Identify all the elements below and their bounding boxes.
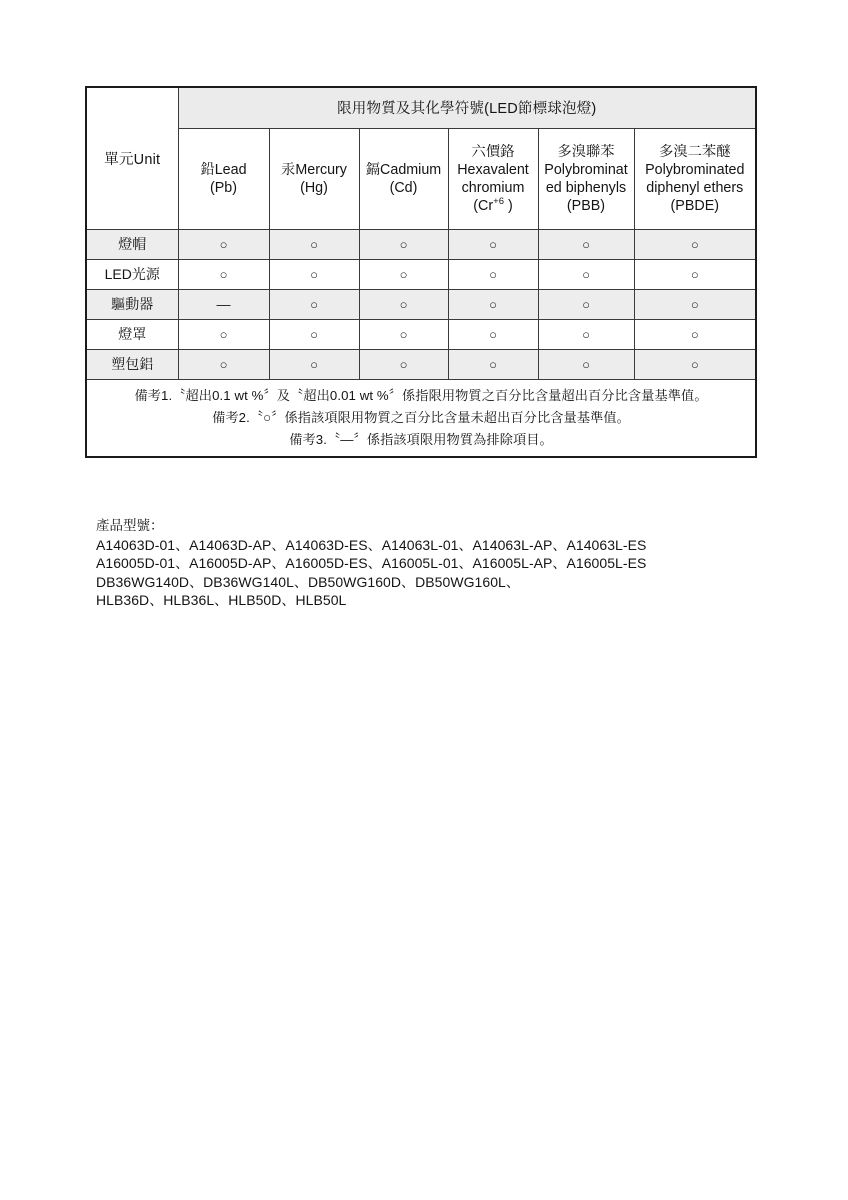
substance-symbol-pbde: (PBDE) — [670, 197, 720, 214]
status-mark: ○ — [399, 297, 408, 312]
substance-name-en2-chromium: chromium — [461, 179, 525, 196]
status-mark: ○ — [582, 267, 590, 282]
status-mark: ○ — [690, 357, 699, 372]
cell-value — [269, 289, 359, 319]
row-label-unit: 燈罩 — [86, 319, 178, 349]
status-mark: ○ — [219, 357, 228, 372]
status-mark: ○ — [310, 267, 318, 282]
cell-value — [178, 229, 269, 259]
table-notes-row — [86, 379, 756, 457]
status-mark: ○ — [690, 327, 699, 342]
product-model-line: DB36WG140D、DB36WG140L、DB50WG160D、DB50WG160L、 — [96, 573, 520, 590]
substance-symbol-lead: (Pb) — [209, 179, 237, 196]
status-mark: ○ — [219, 267, 228, 282]
substance-symbol-chromium — [449, 197, 538, 215]
substance-symbol-mercury: (Hg) — [300, 179, 328, 196]
substance-name-zh-cadmium: 鎘Cadmium — [365, 161, 442, 178]
column-header-cadmium — [359, 128, 448, 229]
row-label-unit: LED光源 — [86, 259, 178, 289]
status-mark: ○ — [582, 357, 590, 372]
substance-name-zh-pbde: 多溴二苯醚 — [659, 143, 731, 160]
note-line-3: 備考3.〝—〞係指該項限用物質為排除項目。 — [289, 431, 553, 447]
cell-value — [269, 259, 359, 289]
cell-value — [448, 259, 538, 289]
product-model-title: 產品型號： — [96, 518, 164, 533]
substance-name-en1-pbb: Polybrominat — [544, 161, 628, 178]
cell-value — [634, 349, 756, 379]
cell-value — [448, 319, 538, 349]
status-mark: ○ — [310, 297, 318, 312]
rohs-table-container — [85, 86, 755, 458]
cell-value — [359, 229, 448, 259]
status-mark: ○ — [399, 357, 408, 372]
substance-name-zh-pbb: 多溴聯苯 — [557, 143, 615, 160]
cell-value — [359, 259, 448, 289]
row-label-unit: 塑包鋁 — [86, 349, 178, 379]
cell-value — [178, 319, 269, 349]
cell-value — [634, 229, 756, 259]
status-mark: ○ — [399, 237, 408, 252]
row-label-unit: 燈帽 — [86, 229, 178, 259]
product-model-line: A14063D-01、A14063D-AP、A14063D-ES、A14063L-01、A14063L-AP、A14063L-ES — [96, 536, 647, 553]
substance-name-en1-chromium: Hexavalent — [457, 161, 529, 178]
status-mark: ○ — [489, 237, 497, 252]
status-mark: ○ — [310, 327, 318, 342]
status-mark: ○ — [219, 327, 228, 342]
product-model-line: A16005D-01、A16005D-AP、A16005D-ES、A16005L-01、A16005L-AP、A16005L-ES — [96, 555, 647, 571]
status-mark: ○ — [489, 327, 497, 342]
status-mark: ○ — [489, 297, 497, 312]
status-mark: ○ — [489, 357, 497, 372]
note-line-1: 備考1.〝超出0.1 wt %〞及〝超出0.01 wt %〞係指限用物質之百分比含量超出百分比含量基準值。 — [134, 387, 708, 403]
cell-value — [538, 259, 634, 289]
chromium-symbol-suffix: ) — [503, 197, 513, 214]
column-header-lead — [178, 128, 269, 229]
status-mark: ○ — [690, 267, 699, 282]
status-mark: ○ — [219, 237, 228, 252]
cell-value — [634, 289, 756, 319]
status-mark: — — [216, 296, 231, 312]
chromium-symbol-prefix: (Cr — [473, 197, 494, 214]
column-header-pbb — [538, 128, 634, 229]
cell-value — [634, 259, 756, 289]
rohs-substances-table — [85, 86, 757, 458]
table-notes-cell — [86, 379, 756, 457]
cell-value — [538, 319, 634, 349]
column-header-mercury — [269, 128, 359, 229]
table-row — [86, 319, 756, 349]
status-mark: ○ — [489, 267, 497, 282]
substance-name-zh-mercury: 汞Mercury — [281, 161, 347, 178]
status-mark: ○ — [582, 297, 590, 312]
substance-name-zh-lead: 鉛Lead — [200, 161, 247, 178]
status-mark: ○ — [399, 267, 408, 282]
cell-value — [538, 289, 634, 319]
cell-value — [269, 229, 359, 259]
table-header-row-group — [86, 87, 756, 128]
cell-value — [269, 319, 359, 349]
substance-name-en2-pbde: diphenyl ethers — [646, 179, 744, 196]
note-line-2: 備考2.〝○〞係指該項限用物質之百分比含量未超出百分比含量基準值。 — [212, 409, 630, 425]
cell-value — [538, 349, 634, 379]
substance-name-zh-chromium: 六價鉻 — [471, 143, 515, 160]
cell-value — [178, 349, 269, 379]
chromium-symbol-superscript: +6 — [493, 195, 504, 207]
cell-value — [448, 349, 538, 379]
cell-value — [448, 229, 538, 259]
column-header-hexavalent-chromium — [448, 128, 538, 229]
cell-value — [178, 259, 269, 289]
cell-value — [269, 349, 359, 379]
cell-value — [178, 289, 269, 319]
table-row — [86, 259, 756, 289]
column-header-unit: 單元Unit — [86, 87, 178, 229]
substance-symbol-pbb: (PBB) — [566, 197, 606, 214]
table-row — [86, 229, 756, 259]
product-model-line: HLB36D、HLB36L、HLB50D、HLB50L — [96, 592, 347, 608]
status-mark: ○ — [582, 237, 590, 252]
substance-name-en1-pbde: Polybrominated — [645, 161, 745, 178]
table-header-row-substances — [86, 128, 756, 229]
status-mark: ○ — [582, 327, 590, 342]
cell-value — [448, 289, 538, 319]
column-header-pbde — [634, 128, 756, 229]
cell-value — [359, 289, 448, 319]
status-mark: ○ — [690, 297, 699, 312]
column-header-group-restricted-substances: 限用物質及其化學符號(LED節標球泡燈) — [178, 87, 756, 128]
row-label-unit: 驅動器 — [86, 289, 178, 319]
status-mark: ○ — [690, 237, 699, 252]
table-row — [86, 289, 756, 319]
product-model-list — [96, 517, 796, 610]
cell-value — [634, 319, 756, 349]
table-row — [86, 349, 756, 379]
cell-value — [359, 349, 448, 379]
substance-name-en2-pbb: ed biphenyls — [545, 179, 627, 196]
status-mark: ○ — [310, 237, 318, 252]
substance-symbol-cadmium: (Cd) — [389, 179, 418, 196]
cell-value — [359, 319, 448, 349]
status-mark: ○ — [399, 327, 408, 342]
status-mark: ○ — [310, 357, 318, 372]
cell-value — [538, 229, 634, 259]
